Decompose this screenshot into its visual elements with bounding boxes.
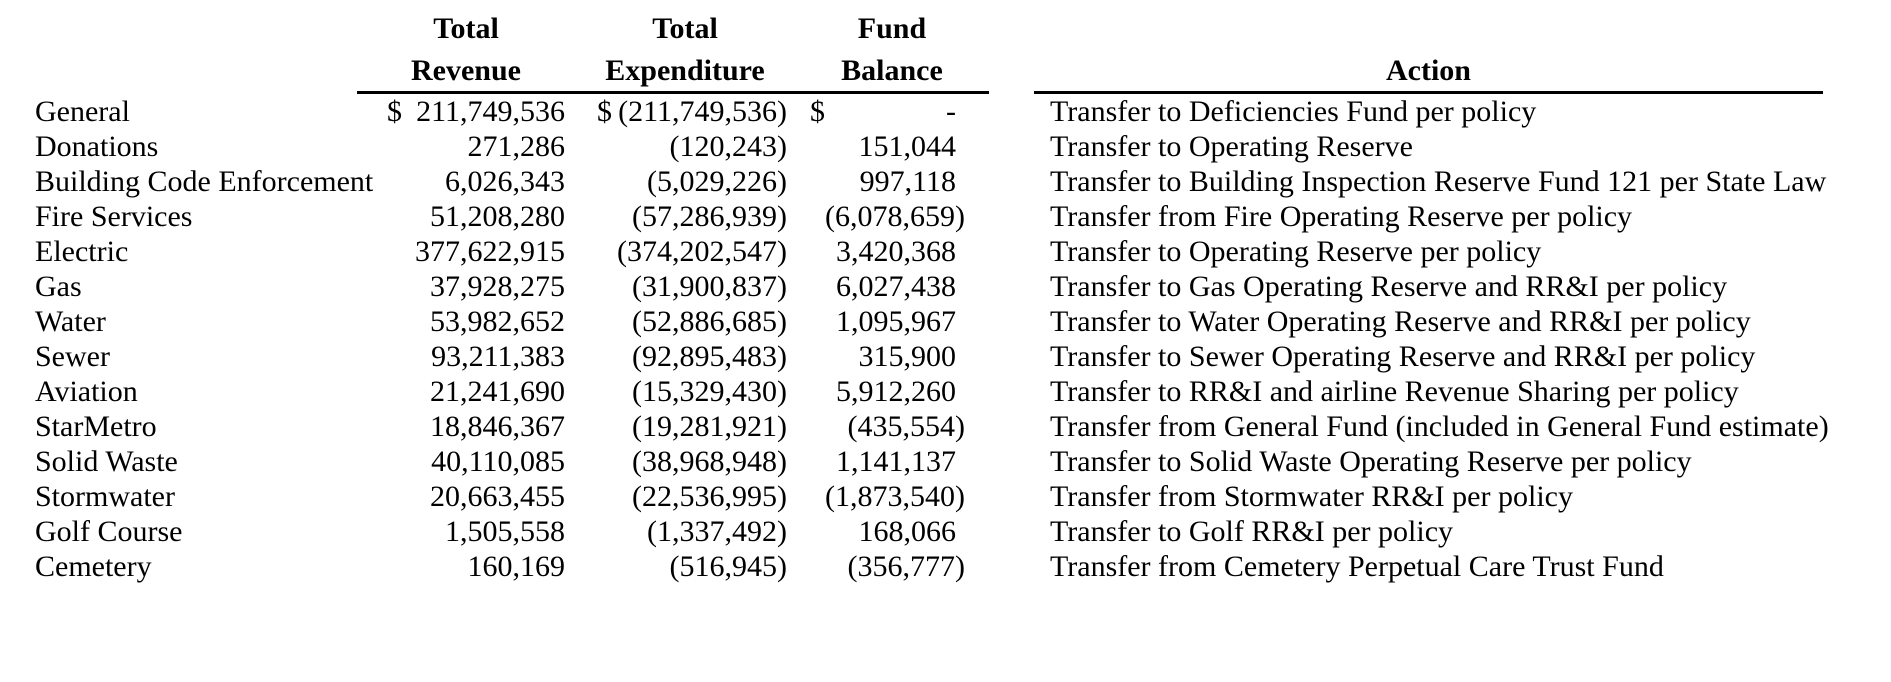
gap-cell — [989, 549, 1034, 584]
balance-cell — [795, 514, 989, 549]
balance-cell — [795, 164, 989, 199]
expenditure-header-line2: Expenditure — [575, 46, 795, 93]
action-cell: Transfer from Cemetery Perpetual Care Trust Fund — [1050, 550, 1664, 583]
revenue-cell — [357, 549, 575, 584]
table-row — [0, 199, 1891, 234]
expenditure-value: (38,968,948) — [632, 445, 787, 478]
expenditure-value: (1,337,492) — [647, 515, 787, 548]
right-margin-spacer — [1823, 46, 1891, 93]
expenditure-cell — [575, 409, 795, 444]
gap-cell — [989, 409, 1034, 444]
table-row — [0, 514, 1891, 549]
revenue-value: 1,505,558 — [445, 515, 565, 548]
expenditure-cell — [575, 514, 795, 549]
revenue-amount — [357, 269, 575, 304]
balance-amount — [795, 549, 989, 584]
gap-cell — [989, 514, 1034, 549]
expenditure-amount — [575, 304, 795, 339]
fund-summary-table — [0, 6, 1891, 584]
balance-amount — [795, 164, 989, 199]
fund-name-cell: Solid Waste — [35, 445, 178, 478]
expenditure-amount — [575, 94, 795, 129]
fund-name-cell: Sewer — [35, 340, 110, 373]
gap-cell — [989, 199, 1034, 234]
balance-value: - — [946, 95, 956, 128]
action-cell: Transfer to Sewer Operating Reserve and RR&I per policy — [1050, 340, 1756, 373]
expenditure-cell — [575, 339, 795, 374]
balance-value: 6,027,438 — [836, 270, 956, 303]
spacer-cell — [1823, 374, 1891, 409]
balance-cell — [795, 444, 989, 479]
action-cell: Transfer to Operating Reserve per policy — [1050, 235, 1542, 268]
balance-amount — [795, 444, 989, 479]
fund-name-cell: Gas — [35, 270, 82, 303]
expenditure-value: (92,895,483) — [632, 340, 787, 373]
action-cell: Transfer to Solid Waste Operating Reserve per policy — [1050, 445, 1692, 478]
revenue-value: 51,208,280 — [430, 200, 565, 233]
revenue-cell — [357, 234, 575, 269]
expenditure-cell — [575, 93, 795, 130]
action-cell: Transfer from General Fund (included in General Fund estimate) — [1050, 410, 1829, 443]
fund-name-cell: Electric — [35, 235, 129, 268]
action-cell: Transfer to Operating Reserve — [1050, 130, 1413, 163]
table-row — [0, 549, 1891, 584]
table-row — [0, 374, 1891, 409]
revenue-amount — [357, 304, 575, 339]
revenue-amount — [357, 409, 575, 444]
balance-amount — [795, 339, 989, 374]
balance-amount — [795, 234, 989, 269]
table-row — [0, 409, 1891, 444]
expenditure-cell — [575, 164, 795, 199]
gap-cell — [989, 304, 1034, 339]
spacer-cell — [1823, 409, 1891, 444]
action-cell: Transfer to Building Inspection Reserve Fund 121 per State Law — [1050, 165, 1827, 198]
balance-cell — [795, 479, 989, 514]
spacer-cell — [1823, 93, 1891, 130]
expenditure-amount — [575, 199, 795, 234]
expenditure-cell — [575, 374, 795, 409]
balance-cell — [795, 409, 989, 444]
revenue-value: 377,622,915 — [415, 235, 565, 268]
balance-cell — [795, 234, 989, 269]
fund-name-cell: StarMetro — [35, 410, 157, 443]
spacer-cell — [1823, 304, 1891, 339]
table-row — [0, 339, 1891, 374]
revenue-amount — [357, 164, 575, 199]
fund-name-cell: Cemetery — [35, 550, 152, 583]
balance-value: 1,141,137 — [836, 445, 956, 478]
action-header: Action — [1034, 46, 1823, 93]
table-row — [0, 234, 1891, 269]
spacer-cell — [1823, 339, 1891, 374]
expenditure-amount — [575, 444, 795, 479]
balance-value: 315,900 — [858, 340, 956, 373]
balance-value: 168,066 — [858, 515, 956, 548]
fund-name-header-spacer — [0, 46, 357, 93]
fund-name-cell: Water — [35, 305, 106, 338]
balance-cell — [795, 304, 989, 339]
expenditure-amount — [575, 514, 795, 549]
balance-header-line1: Fund — [857, 12, 927, 45]
balance-value: 3,420,368 — [836, 235, 956, 268]
expenditure-value: (22,536,995) — [632, 480, 787, 513]
fund-name-cell: Donations — [35, 130, 159, 163]
fund-name-cell: General — [35, 95, 130, 128]
revenue-cell — [357, 269, 575, 304]
balance-amount — [795, 514, 989, 549]
spacer-cell — [1823, 199, 1891, 234]
gap-cell — [989, 269, 1034, 304]
balance-value: (6,078,659) — [825, 200, 965, 233]
revenue-amount — [357, 94, 575, 129]
revenue-cell — [357, 304, 575, 339]
balance-cell — [795, 374, 989, 409]
revenue-header-line1: Total — [433, 12, 499, 45]
expenditure-cell — [575, 549, 795, 584]
spacer-cell — [1823, 479, 1891, 514]
balance-amount — [795, 129, 989, 164]
revenue-value: 211,749,536 — [416, 95, 565, 128]
action-cell: Transfer to Golf RR&I per policy — [1050, 515, 1454, 548]
expenditure-value: (516,945) — [669, 550, 787, 583]
balance-amount — [795, 94, 989, 129]
expenditure-cell — [575, 129, 795, 164]
action-cell: Transfer from Fire Operating Reserve per policy — [1050, 200, 1633, 233]
balance-value: (1,873,540) — [825, 480, 965, 513]
action-header-spacer — [1034, 6, 1823, 46]
currency-symbol: $ — [387, 95, 402, 128]
balance-value: 151,044 — [858, 130, 956, 163]
revenue-value: 93,211,383 — [431, 340, 565, 373]
revenue-value: 18,846,367 — [430, 410, 565, 443]
revenue-amount — [357, 374, 575, 409]
balance-amount — [795, 374, 989, 409]
table-row — [0, 93, 1891, 130]
revenue-amount — [357, 234, 575, 269]
balance-cell — [795, 199, 989, 234]
currency-symbol: $ — [597, 95, 612, 128]
balance-value: (435,554) — [847, 410, 965, 443]
revenue-cell — [357, 444, 575, 479]
revenue-amount — [357, 479, 575, 514]
revenue-value: 160,169 — [467, 550, 565, 583]
fund-name-cell: Fire Services — [35, 200, 193, 233]
revenue-cell — [357, 514, 575, 549]
revenue-value: 271,286 — [467, 130, 565, 163]
table-row — [0, 444, 1891, 479]
revenue-cell — [357, 93, 575, 130]
gap-cell — [989, 164, 1034, 199]
expenditure-value: (15,329,430) — [632, 375, 787, 408]
expenditure-amount — [575, 549, 795, 584]
balance-value: 5,912,260 — [836, 375, 956, 408]
revenue-value: 53,982,652 — [430, 305, 565, 338]
expenditure-amount — [575, 409, 795, 444]
action-cell: Transfer to Deficiencies Fund per policy — [1050, 95, 1537, 128]
revenue-cell — [357, 479, 575, 514]
balance-amount — [795, 304, 989, 339]
spacer-cell — [1823, 549, 1891, 584]
table-row — [0, 479, 1891, 514]
expenditure-amount — [575, 234, 795, 269]
expenditure-value: (5,029,226) — [647, 165, 787, 198]
revenue-amount — [357, 199, 575, 234]
spacer-cell — [1823, 514, 1891, 549]
revenue-value: 21,241,690 — [430, 375, 565, 408]
expenditure-value: (120,243) — [669, 130, 787, 163]
action-cell: Transfer to Water Operating Reserve and RR&I per policy — [1050, 305, 1751, 338]
balance-value: 1,095,967 — [836, 305, 956, 338]
gap-header-spacer — [989, 46, 1034, 93]
right-margin-spacer — [1823, 6, 1891, 46]
expenditure-value: (57,286,939) — [632, 200, 787, 233]
spacer-cell — [1823, 269, 1891, 304]
balance-cell — [795, 129, 989, 164]
revenue-amount — [357, 549, 575, 584]
expenditure-amount — [575, 479, 795, 514]
balance-amount — [795, 479, 989, 514]
balance-cell — [795, 549, 989, 584]
expenditure-value: (31,900,837) — [632, 270, 787, 303]
expenditure-value: (374,202,547) — [617, 235, 787, 268]
revenue-value: 20,663,455 — [430, 480, 565, 513]
balance-cell — [795, 339, 989, 374]
table-body — [0, 93, 1891, 585]
table-header — [0, 6, 1891, 93]
gap-cell — [989, 444, 1034, 479]
balance-cell — [795, 269, 989, 304]
fund-name-cell: Golf Course — [35, 515, 183, 548]
gap-header-spacer — [989, 6, 1034, 46]
gap-cell — [989, 93, 1034, 130]
balance-value: (356,777) — [847, 550, 965, 583]
revenue-cell — [357, 409, 575, 444]
table-row — [0, 164, 1891, 199]
balance-amount — [795, 269, 989, 304]
expenditure-amount — [575, 269, 795, 304]
balance-cell — [795, 93, 989, 130]
spacer-cell — [1823, 164, 1891, 199]
expenditure-cell — [575, 234, 795, 269]
expenditure-cell — [575, 444, 795, 479]
expenditure-cell — [575, 304, 795, 339]
fund-name-cell: Building Code Enforcement — [35, 165, 374, 198]
revenue-cell — [357, 339, 575, 374]
expenditure-cell — [575, 199, 795, 234]
revenue-cell — [357, 129, 575, 164]
revenue-amount — [357, 339, 575, 374]
table-row — [0, 304, 1891, 339]
balance-amount — [795, 409, 989, 444]
expenditure-header-line1: Total — [652, 12, 718, 45]
table-row — [0, 269, 1891, 304]
expenditure-amount — [575, 374, 795, 409]
expenditure-cell — [575, 269, 795, 304]
gap-cell — [989, 374, 1034, 409]
revenue-value: 37,928,275 — [430, 270, 565, 303]
fund-name-header-spacer — [0, 6, 357, 46]
expenditure-value: (19,281,921) — [632, 410, 787, 443]
header-row-2 — [0, 46, 1891, 93]
action-cell: Transfer to Gas Operating Reserve and RR&I per policy — [1050, 270, 1728, 303]
revenue-value: 40,110,085 — [431, 445, 565, 478]
revenue-cell — [357, 374, 575, 409]
gap-cell — [989, 339, 1034, 374]
expenditure-amount — [575, 339, 795, 374]
gap-cell — [989, 129, 1034, 164]
balance-amount — [795, 199, 989, 234]
header-row-1 — [0, 6, 1891, 46]
fund-name-cell: Aviation — [35, 375, 138, 408]
expenditure-cell — [575, 479, 795, 514]
currency-symbol: $ — [810, 95, 825, 128]
spacer-cell — [1823, 234, 1891, 269]
balance-header-line2: Balance — [795, 46, 989, 93]
expenditure-value: (211,749,536) — [618, 95, 787, 128]
revenue-amount — [357, 444, 575, 479]
action-cell: Transfer from Stormwater RR&I per policy — [1050, 480, 1573, 513]
revenue-value: 6,026,343 — [445, 165, 565, 198]
revenue-cell — [357, 199, 575, 234]
expenditure-amount — [575, 164, 795, 199]
expenditure-value: (52,886,685) — [632, 305, 787, 338]
spacer-cell — [1823, 129, 1891, 164]
revenue-amount — [357, 514, 575, 549]
revenue-amount — [357, 129, 575, 164]
balance-value: 997,118 — [859, 165, 956, 198]
spacer-cell — [1823, 444, 1891, 479]
gap-cell — [989, 479, 1034, 514]
revenue-cell — [357, 164, 575, 199]
gap-cell — [989, 234, 1034, 269]
table-row — [0, 129, 1891, 164]
action-cell: Transfer to RR&I and airline Revenue Sharing per policy — [1050, 375, 1739, 408]
revenue-header-line2: Revenue — [357, 46, 575, 93]
expenditure-amount — [575, 129, 795, 164]
fund-name-cell: Stormwater — [35, 480, 175, 513]
